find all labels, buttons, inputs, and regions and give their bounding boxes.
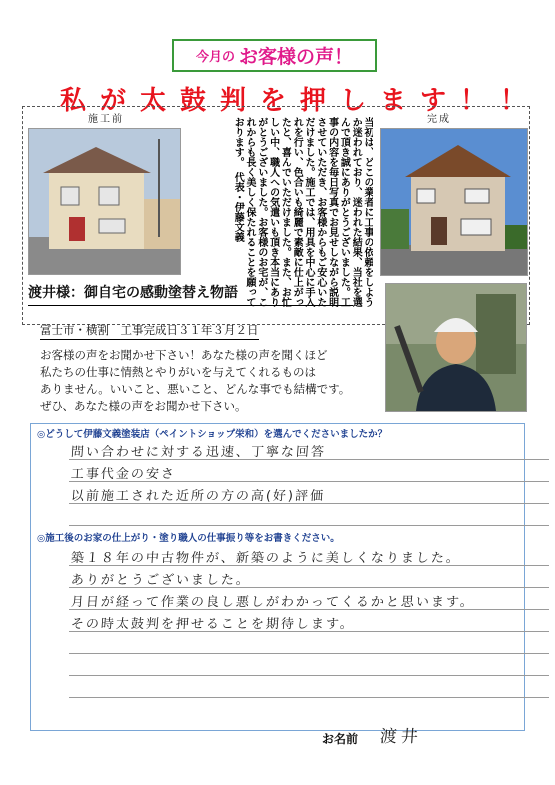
intro-line: ありません。いいこと、悪いこと、どんな事でも結構です。: [40, 382, 351, 396]
intro-line: ぜひ、あなた様の声をお聞かせ下さい。: [40, 399, 247, 413]
ruled-line: [69, 481, 549, 482]
intro-line: 私たちの仕事に情熱とやりがいを与えてくれるものは: [40, 365, 316, 379]
title-box: [172, 39, 377, 72]
name-label: お名前: [322, 732, 359, 746]
ruled-line: [69, 631, 549, 632]
before-label: 施工前: [88, 114, 124, 125]
answer-2-line: その時太鼓判を押せることを期待します。: [70, 617, 356, 632]
answer-1-line: 以前施工された近所の方の高(好)評価: [70, 489, 326, 504]
before-photo: [28, 128, 181, 275]
ruled-line: [69, 675, 549, 676]
ruled-line: [69, 587, 549, 588]
ruled-line: [69, 653, 549, 654]
ruled-line: [69, 525, 549, 526]
title-prefix: 今月の: [195, 50, 235, 65]
location-date: 富士市・横割 工事完成日３１年３月２日: [40, 322, 259, 340]
page-title: お客様の声！: [239, 46, 354, 68]
section-title: 渡井様：御自宅の感動塗替え物語: [28, 282, 353, 306]
answer-1-line: 問い合わせに対する迅速、丁寧な回答: [70, 445, 327, 460]
after-label: 完成: [427, 114, 451, 125]
ruled-line: [69, 609, 549, 610]
intro-text: [40, 347, 385, 415]
intro-line: お客様の声をお聞かせ下さい！あなた様の声を聞くほど: [40, 348, 328, 362]
customer-signature: 渡井: [379, 727, 423, 747]
answer-1-line: 工事代金の安さ: [70, 467, 177, 482]
question-2: ◎施工後のお家の仕上がり・塗り職人の仕事振り等をお書きください。: [37, 533, 340, 544]
customer-photo: [385, 283, 527, 412]
headline: 私が太鼓判を押します！！: [60, 86, 541, 116]
questionnaire-card: [30, 423, 525, 731]
answer-2-line: ありがとうございました。: [70, 573, 252, 588]
ruled-line: [69, 697, 549, 698]
after-photo: [380, 128, 528, 276]
answer-2-line: 月日が経って作業の良し悪しがわかってくるかと思います。: [70, 595, 476, 610]
ruled-line: [69, 459, 549, 460]
ruled-line: [69, 565, 549, 566]
question-1: ◎どうして伊藤文義塗装店（ペイントショップ栄和）を選んでくださいましたか？: [37, 429, 388, 440]
answer-2-line: 築１８年の中古物件が、新築のように美しくなりました。: [70, 551, 462, 566]
ruled-line: [69, 503, 549, 504]
owner-letter: 当初は、どこの業者に工事の依頼をしようか迷われており、迷われた結果、当社を選んで頂き誠にありがとうございました。工事の内容を毎日写真でお見せしながら説明させていただき、お客様からもご安心いただけました。施工では、用具を中心に手入れを行い、色合いも綺麗で素敵に仕上がったと、喜んでいただけました。また、お忙しい中、職人への気遣いも頂き本当にありがとうございました。お客様のお宅が、これからも長く美しく保たれることを願っております。 代表・伊藤文義: [232, 117, 373, 307]
